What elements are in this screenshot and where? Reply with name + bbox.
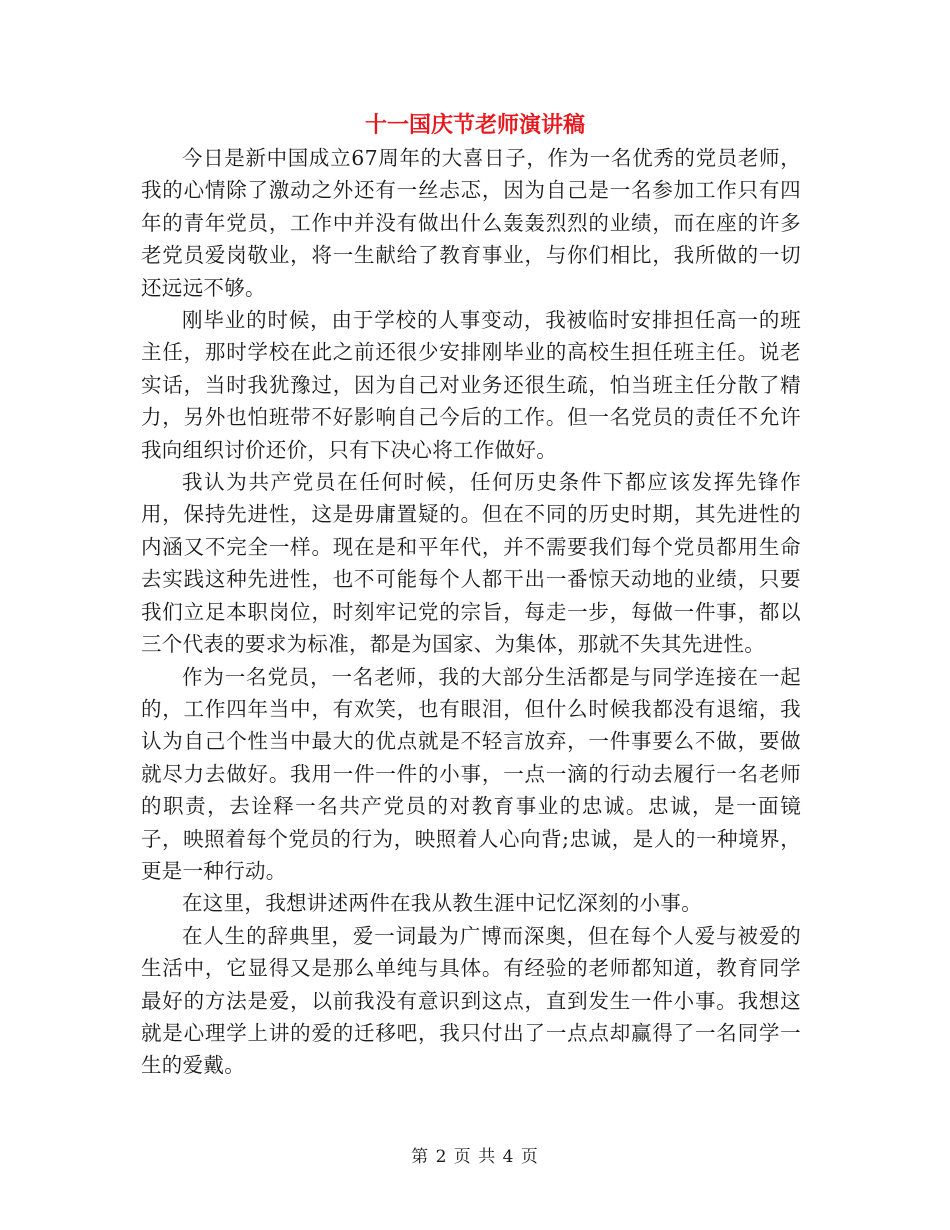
paragraph-3: 我认为共产党员在任何时候，任何历史条件下都应该发挥先锋作用，保持先进性，这是毋庸置疑的。但在不同的历史时期，其先进性的内涵又不完全一样。现在是和平年代，并不需要我们每个党员都用生命去实践这种先进性，也不可能每个人都干出一番惊天动地的业绩，只要我们立足本职岗位，时刻牢记党的宗旨，每走一步，每做一件事，都以三个代表的要求为标准，都是为国家、为集体，那就不失其先进性。 (141, 470, 801, 657)
document-body (141, 142, 801, 1082)
page-number-footer: 第 2 页 共 4 页 (411, 1147, 539, 1167)
paragraph-1: 今日是新中国成立67周年的大喜日子，作为一名优秀的党员老师，我的心情除了激动之外还有一丝忐忑，因为自己是一名参加工作只有四年的青年党员，工作中并没有做出什么轰轰烈烈的业绩，而在座的许多老党员爱岗敬业，将一生献给了教育事业，与你们相比，我所做的一切还远远不够。 (141, 146, 801, 300)
paragraph-4: 作为一名党员，一名老师，我的大部分生活都是与同学连接在一起的，工作四年当中，有欢笑，也有眼泪，但什么时候我都没有退缩，我认为自己个性当中最大的优点就是不轻言放弃，一件事要么不做，要做就尽力去做好。我用一件一件的小事，一点一滴的行动去履行一名老师的职责，去诠释一名共产党员的对教育事业的忠诚。忠诚，是一面镜子，映照着每个党员的行为，映照着人心向背;忠诚，是人的一种境界，更是一种行动。 (141, 664, 801, 883)
document-title: 十一国庆节老师演讲稿 (364, 113, 585, 138)
paragraph-2: 刚毕业的时候，由于学校的人事变动，我被临时安排担任高一的班主任，那时学校在此之前还很少安排刚毕业的高校生担任班主任。说老实话，当时我犹豫过，因为自己对业务还很生疏，怕当班主任分散了精力，另外也怕班带不好影响自己今后的工作。但一名党员的责任不允许我向组织讨价还价，只有下决心将工作做好。 (141, 308, 801, 462)
paragraph-6: 在人生的辞典里，爱一词最为广博而深奥，但在每个人爱与被爱的生活中，它显得又是那么单纯与具体。有经验的老师都知道，教育同学最好的方法是爱，以前我没有意识到这点，直到发生一件小事。我想这就是心理学上讲的爱的迁移吧，我只付出了一点点却赢得了一名同学一生的爱戴。 (141, 923, 801, 1078)
paragraph-5: 在这里，我想讲述两件在我从教生涯中记忆深刻的小事。 (182, 891, 702, 916)
